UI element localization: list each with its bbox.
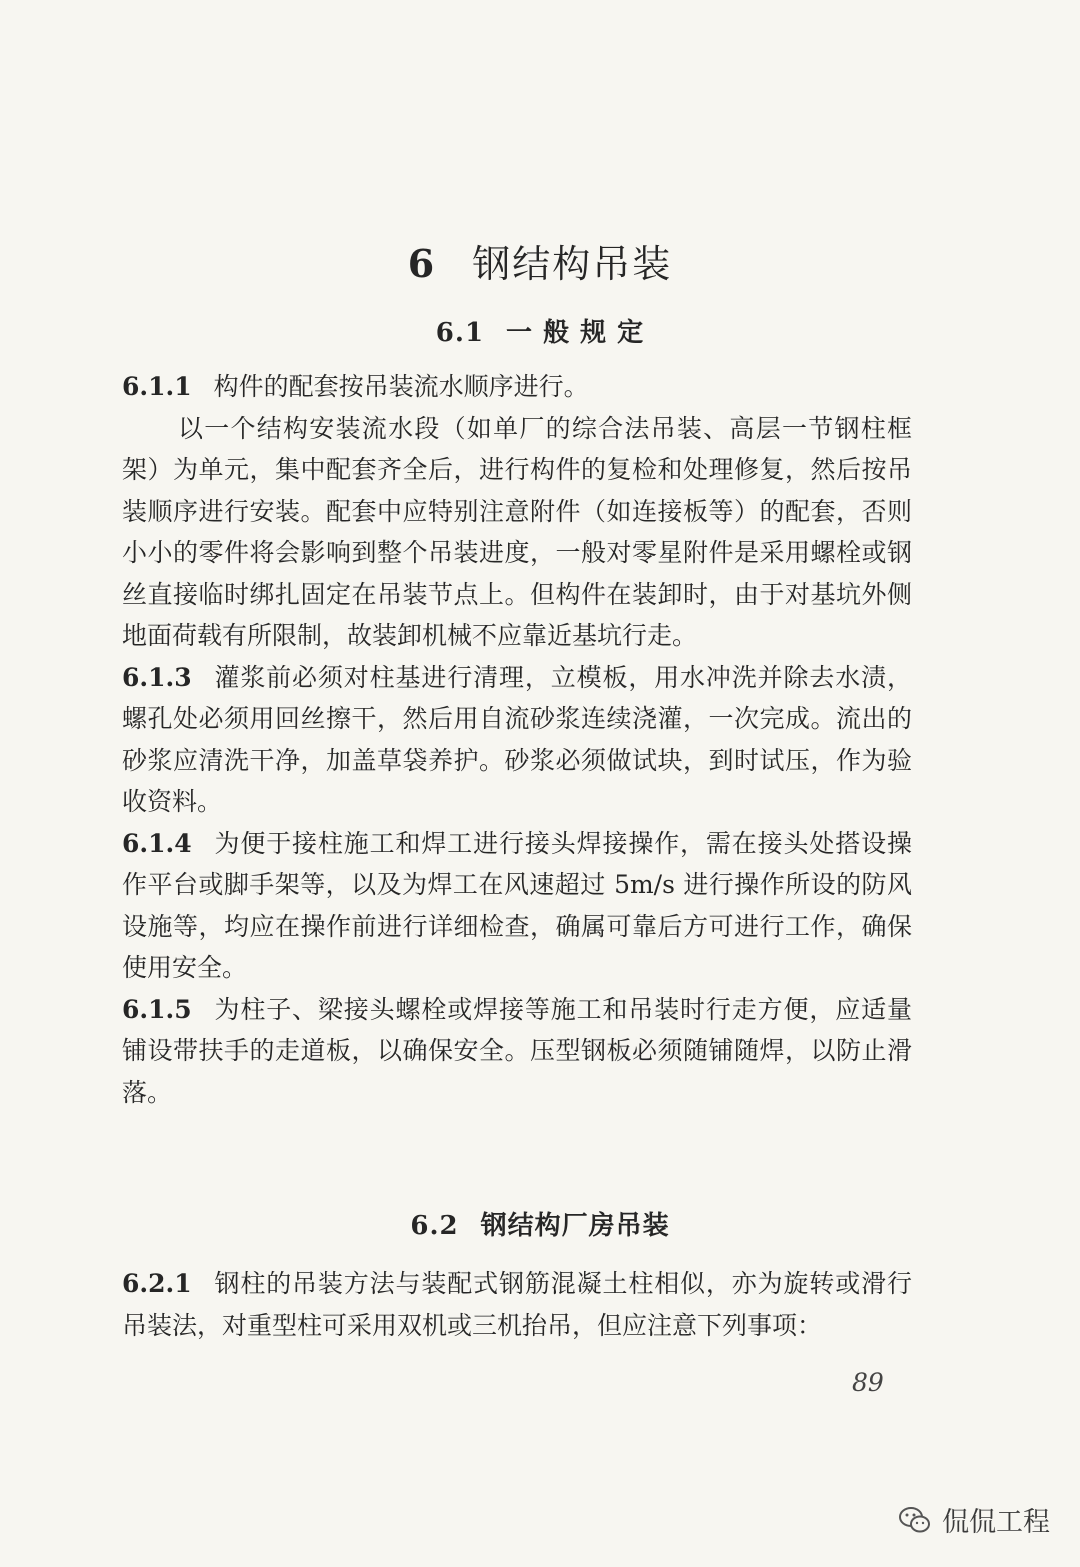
section-6-2-body	[122, 1263, 912, 1346]
clause-text: 为便于接柱施工和焊工进行接头焊接操作，需在接头处搭设操作平台或脚手架等，以及为焊工在风速超过 5m/s 进行操作所设的防风设施等，均应在操作前进行详细检查，确属可靠后方可进行工作，确保使用安全。	[122, 828, 912, 982]
chapter-title-text: 钢结构吊装	[472, 242, 673, 287]
chapter-title	[0, 233, 1080, 288]
clause-number: 6.2.1	[122, 1269, 192, 1298]
clause-6-1-1-continuation: 以一个结构安装流水段（如单厂的综合法吊装、高层一节钢柱框架）为单元，集中配套齐全后，进行构件的复检和处理修复，然后按吊装顺序进行安装。配套中应特别注意附件（如连接板等）的配套，否则小小的零件将会影响到整个吊装进度，一般对零星附件是采用螺栓或钢丝直接临时绑扎固定在吊装节点上。但构件在装卸时，由于对基坑外侧地面荷载有所限制，故装卸机械不应靠近基坑行走。	[122, 413, 912, 650]
clause-6-2-1	[122, 1263, 912, 1346]
clause-text: 构件的配套按吊装流水顺序进行。	[213, 372, 589, 401]
clause-6-1-3	[122, 657, 912, 823]
clause-text: 钢柱的吊装方法与装配式钢筋混凝土柱相似，亦为旋转或滑行吊装法，对重型柱可采用双机或三机抬吊，但应注意下列事项：	[122, 1269, 912, 1340]
section-number: 6.2	[410, 1211, 459, 1241]
clause-text: 灌浆前必须对柱基进行清理，立模板，用水冲洗并除去水渍，螺孔处必须用回丝擦干，然后用自流砂浆连续浇灌，一次完成。流出的砂浆应清洗干净，加盖草袋养护。砂浆必须做试块，到时试压，作为验收资料。	[122, 662, 912, 816]
wechat-icon	[898, 1505, 932, 1535]
section-number: 6.1	[435, 318, 485, 348]
clause-number: 6.1.3	[122, 662, 192, 692]
clause-number: 6.1.4	[122, 828, 192, 858]
page-number: 89	[852, 1368, 884, 1397]
clause-6-1-5	[122, 989, 912, 1114]
section-6-1-heading	[0, 312, 1080, 349]
clause-number: 6.1.5	[122, 994, 192, 1024]
clause-6-1-4	[122, 823, 912, 989]
chapter-number: 6	[407, 241, 437, 287]
watermark-text: 侃侃工程	[942, 1507, 1050, 1538]
section-title-text: 一 般 规 定	[506, 318, 645, 348]
section-6-1-body	[122, 366, 912, 1113]
clause-text: 为柱子、梁接头螺栓或焊接等施工和吊装时行走方便，应适量铺设带扶手的走道板，以确保安全。压型钢板必须随铺随焊，以防止滑落。	[122, 994, 912, 1107]
section-6-2-heading	[0, 1205, 1080, 1242]
clause-6-1-1	[122, 366, 912, 408]
watermark	[898, 1500, 1050, 1539]
clause-number: 6.1.1	[122, 372, 192, 401]
section-title-text: 钢结构厂房吊装	[480, 1211, 670, 1241]
